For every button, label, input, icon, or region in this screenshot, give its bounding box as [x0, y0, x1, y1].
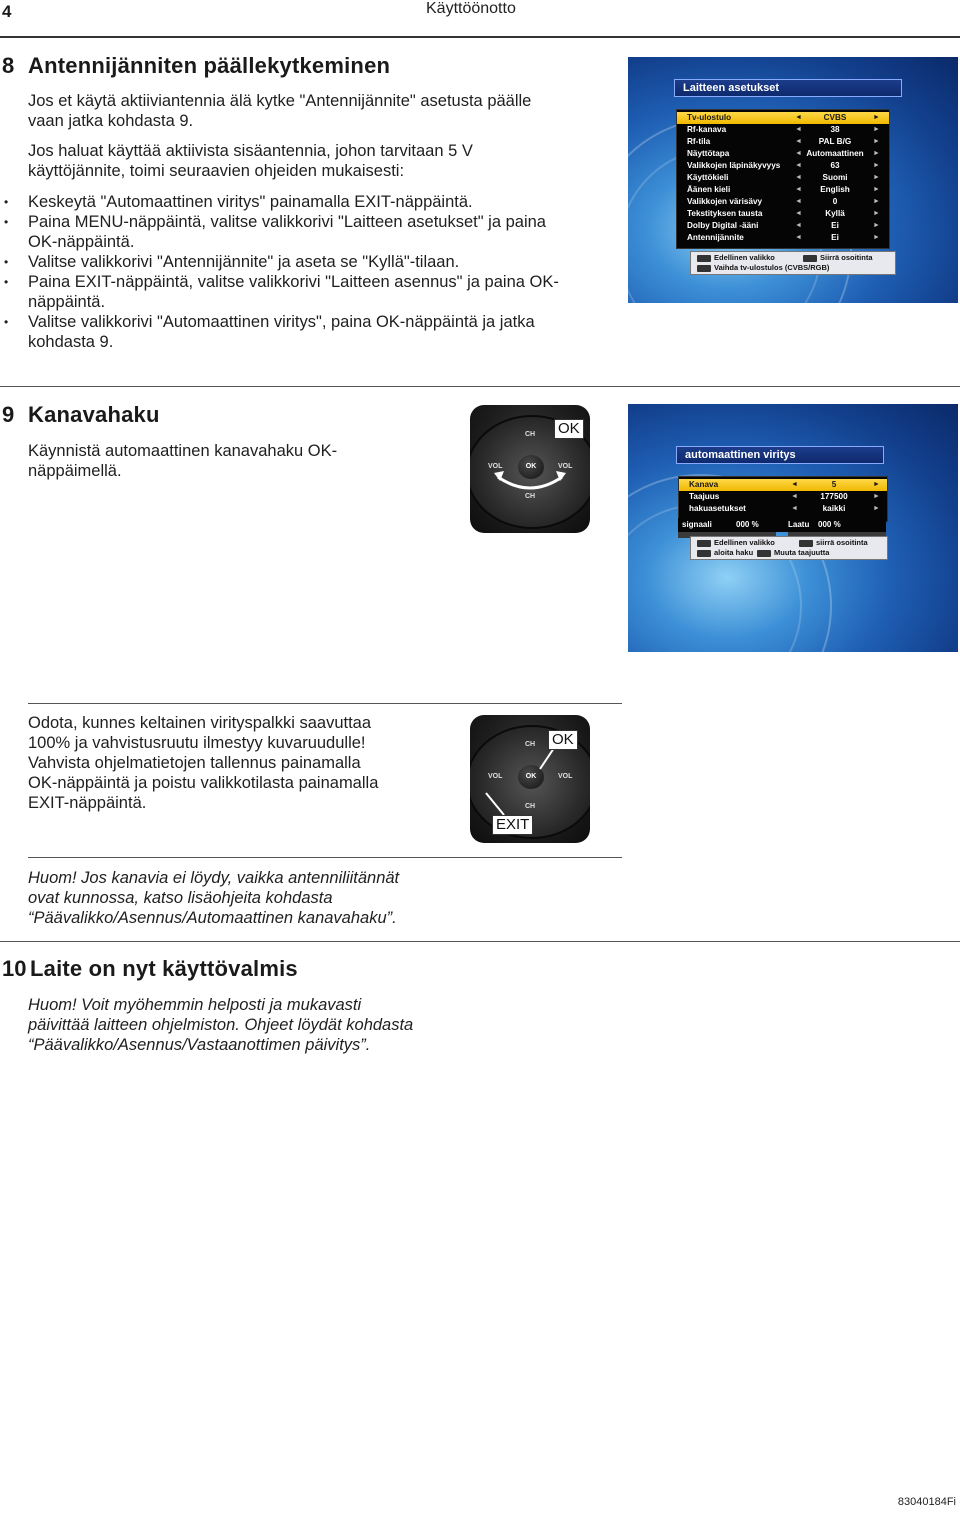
section-10-title: Laite on nyt käyttövalmis [30, 956, 298, 981]
menu-row[interactable]: Tekstityksen tausta ◄ Kyllä ► [687, 209, 880, 218]
ok-callout: OK [548, 730, 578, 750]
quality-label: Laatu [788, 520, 810, 529]
section-9-instruction: Käynnistä automaattinen kanavahaku OK- näppäimellä. [28, 442, 338, 480]
section-8-number: 8 [2, 53, 15, 78]
settings-menu [676, 109, 890, 249]
arrow-keys-icon [799, 540, 813, 547]
vol-left-label: VOL [488, 463, 503, 470]
menu-row[interactable]: Rf-kanava ◄ 38 ► [687, 125, 880, 134]
page-number: 4 [2, 2, 12, 21]
ch-up-label: CH [525, 741, 536, 748]
menu-row[interactable]: Äänen kieli ◄ English ► [687, 185, 880, 194]
exit-key-icon [697, 540, 711, 547]
menu-row[interactable]: Rf-tila ◄ PAL B/G ► [687, 137, 880, 146]
page-header-title: Käyttöönotto [426, 0, 516, 17]
subsection-divider [28, 857, 622, 858]
exit-key-icon [697, 255, 711, 262]
step-item: • Paina MENU-näppäintä, valitse valikkorivi "Laitteen asetukset" ja paina OK-näppäintä. [2, 212, 622, 252]
menu-row[interactable]: Kanava ◄ 5 ► [679, 479, 887, 491]
key-icon [697, 265, 711, 272]
section-divider [0, 941, 960, 942]
tuning-menu [678, 476, 888, 522]
section-divider [0, 386, 960, 387]
section-8-intro: Jos et käytä aktiiviantennia älä kytke "Antennijännite" asetusta päälle vaan jatka kohdasta 9. [28, 92, 532, 130]
left-right-key-icon [757, 550, 771, 557]
ch-down-label: CH [525, 803, 536, 810]
menu-row[interactable]: Dolby Digital -ääni ◄ Ei ► [687, 221, 880, 230]
header-rule [0, 36, 960, 38]
quality-value: 000 % [818, 520, 841, 529]
menu-row[interactable]: hakuasetukset ◄ kaikki ► [689, 504, 880, 513]
exit-callout: EXIT [492, 815, 533, 835]
section-8-title: Antennijänniten päällekytkeminen [28, 53, 391, 78]
vol-right-label: VOL [558, 773, 573, 780]
step-item: • Valitse valikkorivi "Antennijännite" ja aseta se "Kyllä"-tilaan. [2, 252, 622, 272]
section-8-steps [2, 192, 622, 352]
menu-title: automaattinen viritys [676, 446, 884, 464]
section-10-number: 10 [2, 956, 27, 981]
section-9-title: Kanavahaku [28, 402, 160, 427]
step-item: • Paina EXIT-näppäintä, valitse valikkorivi "Laitteen asennus" ja paina OK- näppäintä. [2, 272, 622, 312]
ok-button-icon: OK [518, 455, 544, 479]
subsection-divider [28, 703, 622, 704]
menu-row[interactable]: Käyttökieli ◄ Suomi ► [687, 173, 880, 182]
menu-row[interactable]: Valikkojen läpinäkyvyys ◄ 63 ► [687, 161, 880, 170]
tv-screen-auto-tuning [628, 404, 958, 652]
wait-instructions: Odota, kunnes keltainen virityspalkki saavuttaa 100% ja vahvistusruutu ilmestyy kuvaruudulle! Vahvista ohjelmatietojen tallennus painamalla OK-näppäintä ja poistu valikkotilasta painamalla EXIT-näppäintä. [28, 714, 379, 812]
section-9-note: Huom! Jos kanavia ei löydy, vaikka antenniliitännät ovat kunnossa, katso lisäohjeita kohdasta “Päävalikko/Asennus/Automaattinen kanavahaku”. [28, 869, 400, 927]
press-arrow-icon [490, 457, 573, 497]
step-item: • Keskeytä "Automaattinen viritys" painamalla EXIT-näppäintä. [2, 192, 622, 212]
section-9-number: 9 [2, 402, 15, 427]
menu-row[interactable]: Näyttötapa ◄ Automaattinen ► [687, 149, 880, 158]
ok-button-icon: OK [518, 765, 544, 789]
document-code: 83040184Fi [897, 1496, 956, 1508]
menu-row[interactable]: Tv-ulostulo ◄ CVBS ► [677, 112, 889, 124]
tv-screen-device-settings [628, 57, 958, 303]
section-8-paragraph: Jos haluat käyttää aktiivista sisäantennia, johon tarvitaan 5 V käyttöjännite, toimi seuraavien ohjeiden mukaisesti: [28, 142, 473, 180]
section-10-note: Huom! Voit myöhemmin helposti ja mukavasti päivittää laitteen ohjelmiston. Ohjeet löydät kohdasta “Päävalikko/Asennus/Vastaanottimen päivitys”. [28, 996, 414, 1054]
menu-title: Laitteen asetukset [674, 79, 902, 97]
menu-row[interactable]: Taajuus ◄ 177500 ► [689, 492, 880, 501]
step-item: • Valitse valikkorivi "Automaattinen viritys", paina OK-näppäintä ja jatka kohdasta 9. [2, 312, 622, 352]
hint-bar: Edellinen valikko siirrä osoitinta aloita haku Muuta taajuutta [690, 536, 888, 560]
vol-right-label: VOL [558, 463, 573, 470]
signal-value: 000 % [736, 520, 759, 529]
ch-down-label: CH [525, 493, 536, 500]
arrow-keys-icon [803, 255, 817, 262]
ok-callout: OK [554, 419, 584, 439]
signal-bar-row [678, 518, 886, 532]
menu-row[interactable]: Antennijännite ◄ Ei ► [687, 233, 880, 242]
ch-up-label: CH [525, 431, 536, 438]
vol-left-label: VOL [488, 773, 503, 780]
signal-label: signaali [682, 520, 712, 529]
hint-bar: Edellinen valikko Siirrä osoitinta Vaihda tv-ulostulos (CVBS/RGB) [690, 251, 896, 275]
ok-key-icon [697, 550, 711, 557]
menu-row[interactable]: Valikkojen värisävy ◄ 0 ► [687, 197, 880, 206]
